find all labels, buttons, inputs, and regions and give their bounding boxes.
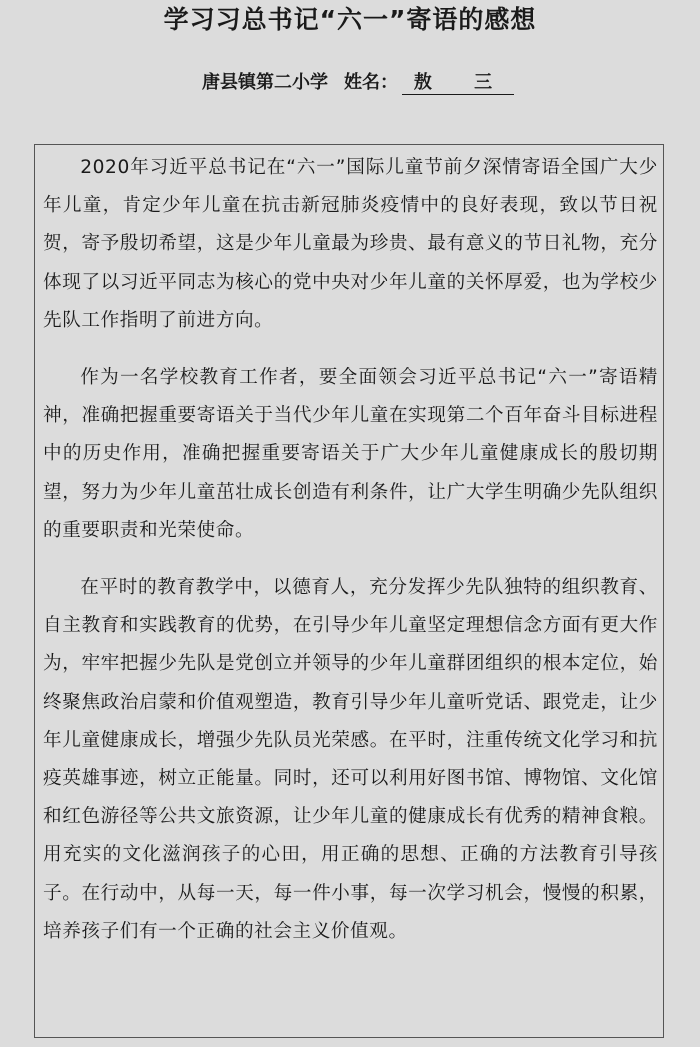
essay-paragraph-2: 作为一名学校教育工作者，要全面领会习近平总书记“六一”寄语精神，准确把握重要寄语关于当代少年儿童在实现第二个百年奋斗目标进程中的历史作用，准确把握重要寄语关于广大少年儿童健康成长的殷切期望，努力为少年儿童茁壮成长创造有利条件，让广大学生明确少先队组织的重要职责和光荣使命。 bbox=[43, 367, 658, 541]
name-label: 姓名： bbox=[344, 72, 398, 93]
page-title: 学习习总书记“六一”寄语的感想 bbox=[163, 5, 537, 34]
essay-paragraph-1: 2020年习近平总书记在“六一”国际儿童节前夕深情寄语全国广大少年儿童，肯定少年儿童在抗击新冠肺炎疫情中的良好表现，致以节日祝贺，寄予殷切希望，这是少年儿童最为珍贵、最有意义的节日礼物，充分体现了以习近平同志为核心的党中央对少年儿童的关怀厚爱，也为学校少先队工作指明了前进方向。 bbox=[43, 157, 658, 331]
author-line bbox=[202, 70, 514, 96]
essay-box bbox=[34, 144, 664, 1038]
student-name: 敖 三 bbox=[402, 72, 514, 95]
school-name: 唐县镇第二小学 bbox=[202, 72, 328, 93]
essay-paragraph-3: 在平时的教育教学中，以德育人，充分发挥少先队独特的组织教育、自主教育和实践教育的优势，在引导少年儿童坚定理想信念方面有更大作为，牢牢把握少先队是党创立并领导的少年儿童群团组织的根本定位，始终聚焦政治启蒙和价值观塑造，教育引导少年儿童听党话、跟党走，让少年儿童健康成长，增强少先队员光荣感。在平时，注重传统文化学习和抗疫英雄事迹，树立正能量。同时，还可以利用好图书馆、博物馆、文化馆和红色游径等公共文旅资源，让少年儿童的健康成长有优秀的精神食粮。用充实的文化滋润孩子的心田，用正确的思想、正确的方法教育引导孩子。在行动中，从每一天，每一件小事，每一次学习机会，慢慢的积累，培养孩子们有一个正确的社会主义价值观。 bbox=[43, 577, 658, 942]
